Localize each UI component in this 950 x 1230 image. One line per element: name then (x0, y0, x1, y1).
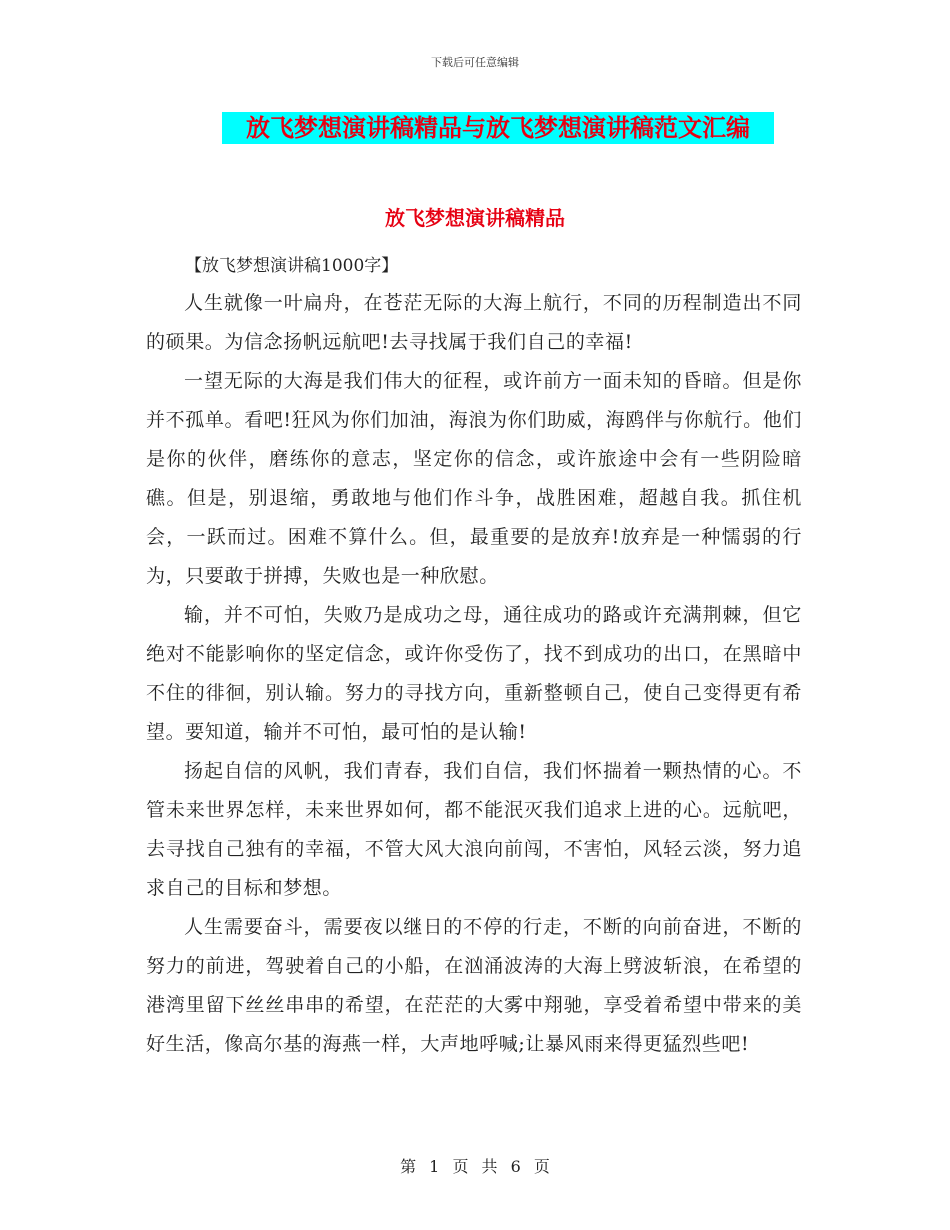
paragraph: 人生需要奋斗，需要夜以继日的不停的行走，不断的向前奋进，不断的努力的前进，驾驶着自己的小船，在汹涌波涛的大海上劈波斩浪，在希望的港湾里留下丝丝串串的希望，在茫茫的大雾中翔驰，享受着希望中带来的美好生活，像高尔基的海燕一样，大声地呼喊;让暴风雨来得更猛烈些吧! (146, 916, 802, 1055)
paragraph: 输，并不可怕，失败乃是成功之母，通往成功的路或许充满荆棘，但它绝对不能影响你的坚定信念，或许你受伤了，找不到成功的出口，在黑暗中不住的徘徊，别认输。努力的寻找方向，重新整顿自己，使自己变得更有希望。要知道，输并不可怕，最可怕的是认输! (146, 604, 802, 743)
document-title: 放飞梦想演讲稿精品与放飞梦想演讲稿范文汇编 (222, 112, 774, 144)
page-footer: 第 1 页 共 6 页 (400, 1157, 550, 1176)
paragraph: 人生就像一叶扁舟，在苍茫无际的大海上航行，不同的历程制造出不同的硕果。为信念扬帆远航吧!去寻找属于我们自己的幸福! (146, 292, 802, 353)
section-title: 放飞梦想演讲稿精品 (385, 206, 565, 230)
page-header-note: 下载后可任意编辑 (431, 56, 519, 69)
paragraph: 扬起自信的风帆，我们青春，我们自信，我们怀揣着一颗热情的心。不管未来世界怎样，未来世界如何，都不能泯灭我们追求上进的心。远航吧，去寻找自己独有的幸福，不管大风大浪向前闯，不害怕，风轻云淡，努力追求自己的目标和梦想。 (146, 760, 802, 899)
paragraph: 一望无际的大海是我们伟大的征程，或许前方一面未知的昏暗。但是你并不孤单。看吧!狂风为你们加油，海浪为你们助威，海鸥伴与你航行。他们是你的伙伴，磨练你的意志，坚定你的信念，或许旅途中会有一些阴险暗礁。但是，别退缩，勇敢地与他们作斗争，战胜困难，超越自我。抓住机会，一跃而过。困难不算什么。但，最重要的是放弃!放弃是一种懦弱的行为，只要敢于拼搏，失败也是一种欣慰。 (146, 370, 802, 587)
speech-subheading: 【放飞梦想演讲稿1000字】 (185, 256, 399, 276)
body-text (146, 284, 802, 1064)
